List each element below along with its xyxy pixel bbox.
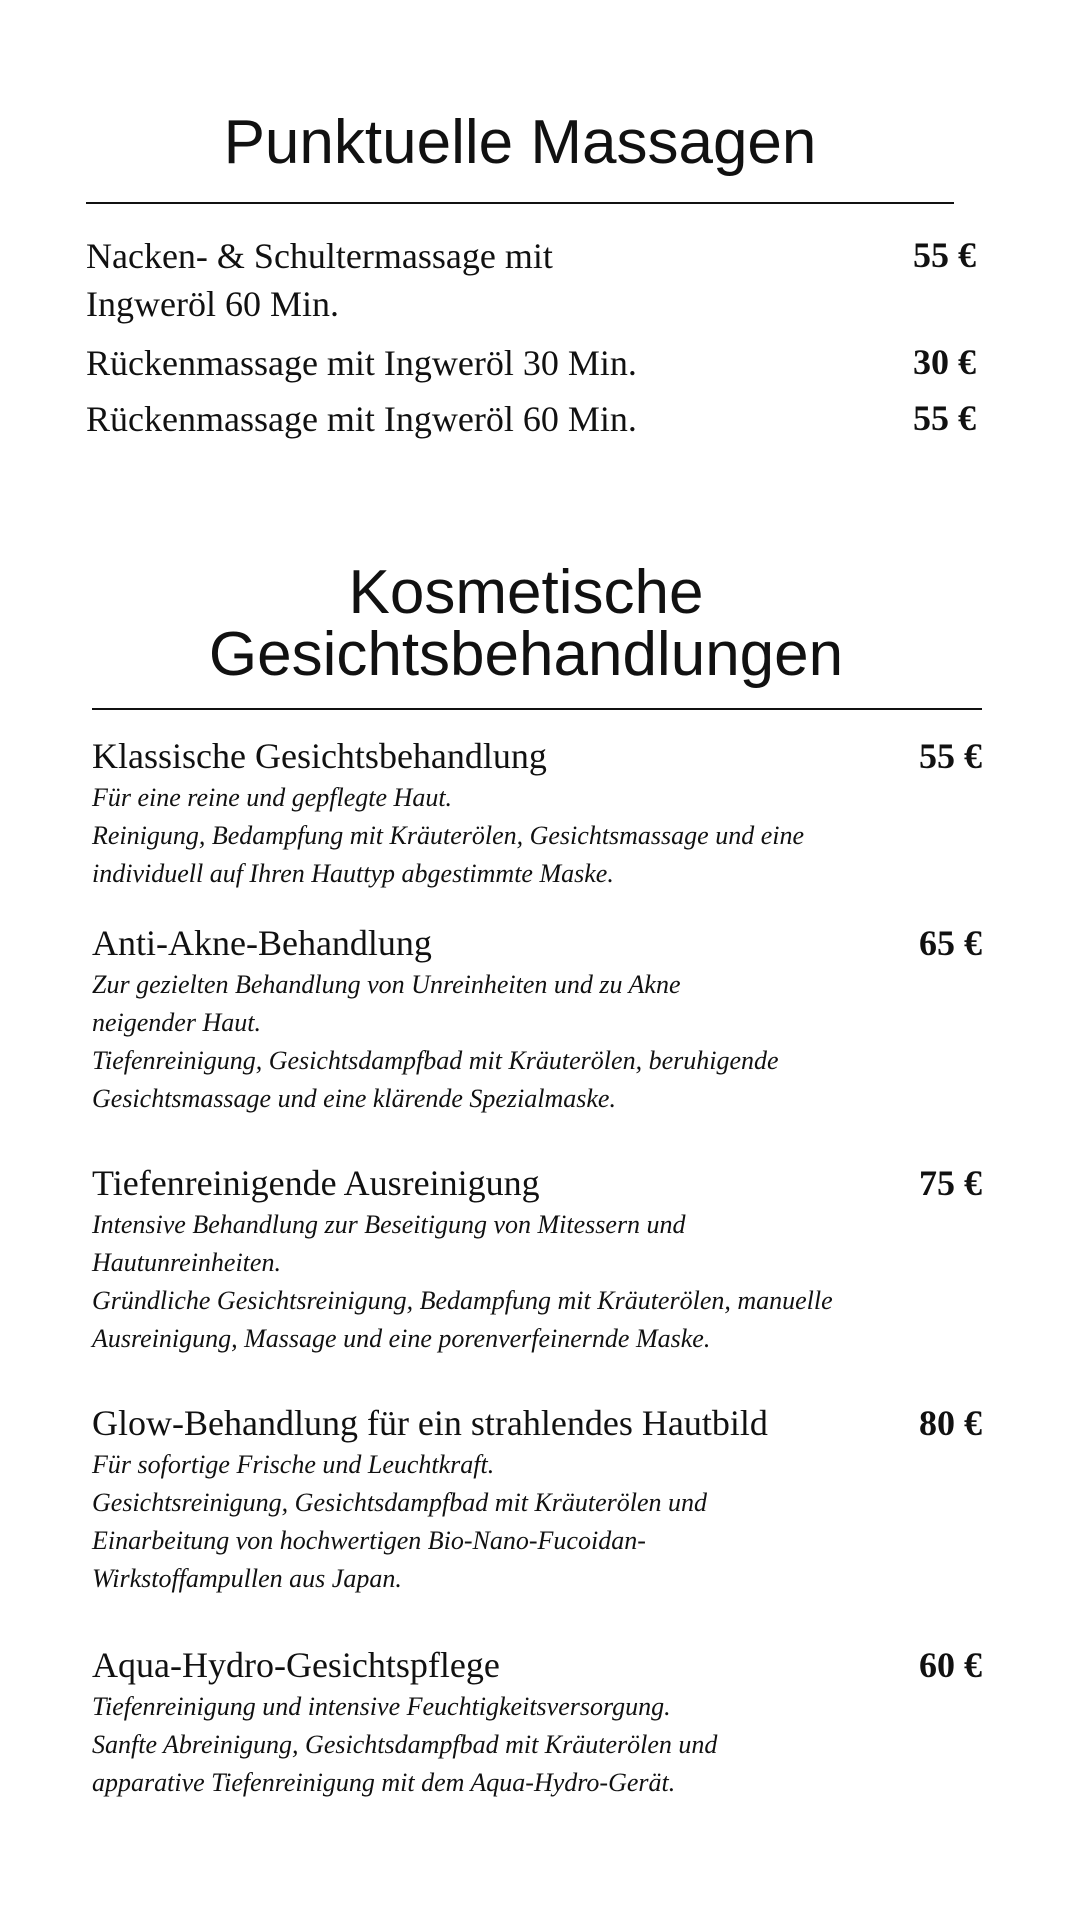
section-title-line: Gesichtsbehandlungen bbox=[208, 620, 844, 689]
item-price: 75 € bbox=[919, 1163, 982, 1203]
menu-item bbox=[92, 1642, 982, 1802]
item-name: Rückenmassage mit Ingweröl 60 Min. bbox=[86, 399, 637, 439]
item-price: 55 € bbox=[913, 398, 976, 438]
item-name: Klassische Gesichtsbehandlung bbox=[92, 736, 547, 776]
item-details: Gründliche Gesichtsreinigung, Bedampfung mit Kräuterölen, manuelle Ausreinigung, Massage und eine porenverfeinernde Maske. bbox=[92, 1286, 833, 1353]
menu-item bbox=[86, 395, 976, 443]
section-title-line: Kosmetische bbox=[348, 558, 704, 627]
item-subtitle: Tiefenreinigung und intensive Feuchtigkeitsversorgung. bbox=[92, 1692, 671, 1721]
item-price: 55 € bbox=[919, 736, 982, 776]
menu-item bbox=[86, 232, 976, 328]
section-title-massages: Punktuelle Massagen bbox=[223, 108, 817, 177]
menu-item bbox=[86, 339, 976, 387]
section-title-facials bbox=[92, 558, 960, 689]
item-price: 65 € bbox=[919, 923, 982, 963]
item-name: Rückenmassage mit Ingweröl 30 Min. bbox=[86, 343, 637, 383]
item-name: Aqua-Hydro-Gesichtspflege bbox=[92, 1645, 500, 1685]
section-divider bbox=[92, 708, 982, 710]
item-price: 55 € bbox=[913, 235, 976, 275]
menu-item bbox=[92, 1160, 982, 1358]
item-details: Gesichtsreinigung, Gesichtsdampfbad mit Kräuterölen und Einarbeitung von hochwertigen Bio-Nano-Fucoidan-Wirkstoffampullen aus Japan. bbox=[92, 1488, 708, 1593]
menu-item bbox=[92, 733, 982, 893]
menu-item bbox=[92, 920, 982, 1118]
item-subtitle: Für sofortige Frische und Leuchtkraft. bbox=[92, 1450, 495, 1479]
item-subtitle: Intensive Behandlung zur Beseitigung von Mitessern und Hautunreinheiten. bbox=[92, 1210, 686, 1277]
item-name: Nacken- & Schultermassage mit Ingweröl 60 Min. bbox=[86, 236, 553, 324]
item-subtitle: Zur gezielten Behandlung von Unreinheiten und zu Akne neigender Haut. bbox=[92, 970, 681, 1037]
menu-item bbox=[92, 1400, 982, 1598]
item-name: Tiefenreinigende Ausreinigung bbox=[92, 1163, 540, 1203]
item-price: 60 € bbox=[919, 1645, 982, 1685]
item-name: Glow-Behandlung für ein strahlendes Hautbild bbox=[92, 1403, 768, 1443]
item-details: Reinigung, Bedampfung mit Kräuterölen, Gesichtsmassage und eine individuell auf Ihren Hauttyp abgestimmte Maske. bbox=[92, 821, 805, 888]
item-details: Tiefenreinigung, Gesichtsdampfbad mit Kräuterölen, beruhigende Gesichtsmassage und eine klärende Spezialmaske. bbox=[92, 1046, 779, 1113]
section-divider bbox=[86, 202, 954, 204]
item-price: 30 € bbox=[913, 342, 976, 382]
item-subtitle: Für eine reine und gepflegte Haut. bbox=[92, 783, 453, 812]
item-price: 80 € bbox=[919, 1403, 982, 1443]
item-details: Sanfte Abreinigung, Gesichtsdampfbad mit Kräuterölen und apparative Tiefenreinigung mit dem Aqua-Hydro-Gerät. bbox=[92, 1730, 718, 1797]
item-name: Anti-Akne-Behandlung bbox=[92, 923, 432, 963]
